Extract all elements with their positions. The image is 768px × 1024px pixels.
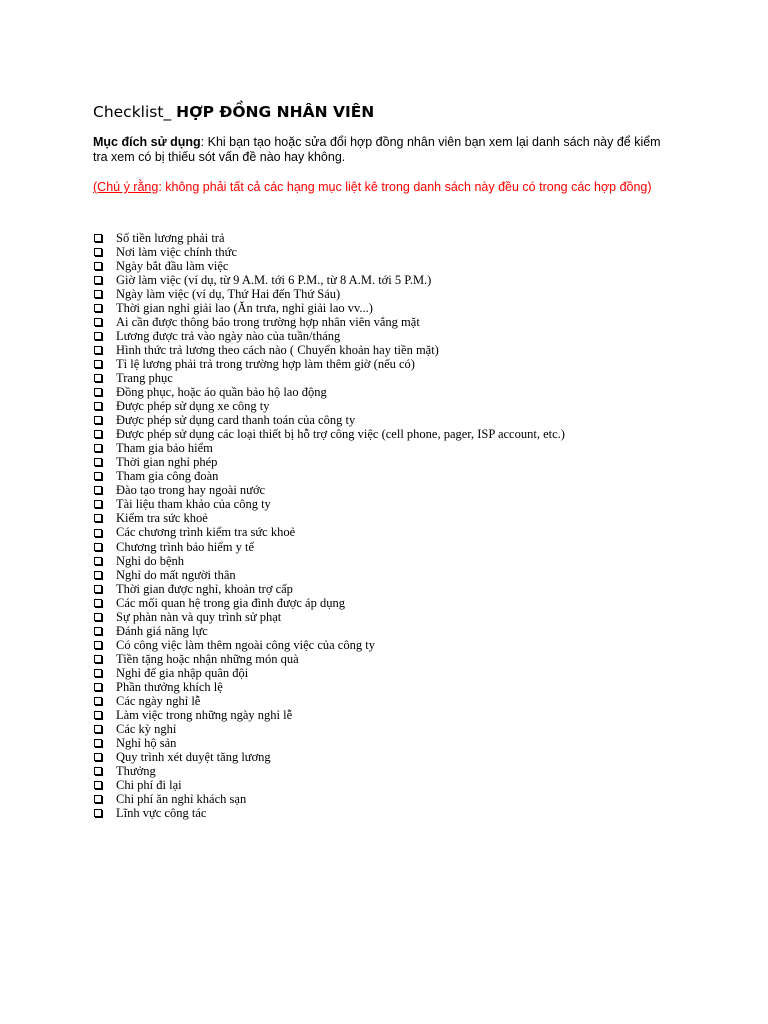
checklist-item-label: Được phép sử dụng xe công ty bbox=[116, 399, 270, 414]
checklist-item bbox=[93, 357, 673, 371]
checklist-item bbox=[93, 511, 673, 525]
checklist-item-label: Các mối quan hệ trong gia đình được áp dụng bbox=[116, 595, 345, 610]
purpose-text: : Khi bạn tạo hoặc sửa đổi hợp đồng nhân viên bạn xem lại danh sách này để kiểm tra xem có bị thiếu sót vấn đề nào hay không. bbox=[93, 135, 661, 164]
checklist-item bbox=[93, 413, 673, 427]
checklist-item bbox=[93, 596, 673, 610]
checklist-item bbox=[93, 750, 673, 764]
checklist-item bbox=[93, 806, 673, 820]
checklist-item bbox=[93, 736, 673, 750]
checklist-item bbox=[93, 694, 673, 708]
checklist-item bbox=[93, 259, 673, 273]
checklist-item-label: Nghỉ do mất người thân bbox=[116, 567, 236, 582]
checklist-item-label: Tham gia công đoàn bbox=[116, 469, 219, 484]
checkbox-square-icon bbox=[94, 430, 102, 438]
checklist-item-label: Sự phàn nàn và quy trình sử phạt bbox=[116, 609, 282, 624]
checklist-item bbox=[93, 497, 673, 511]
checklist-item bbox=[93, 540, 673, 554]
checkbox-square-icon bbox=[94, 795, 102, 803]
checkbox-square-icon bbox=[94, 599, 102, 607]
checkbox-square-icon bbox=[94, 374, 102, 382]
checkbox-square-icon bbox=[94, 585, 102, 593]
checklist-item bbox=[93, 329, 673, 343]
note-label: (Chú ý rằng bbox=[93, 180, 159, 194]
checklist-item-label: Kiểm tra sức khoẻ bbox=[116, 511, 208, 526]
checkbox-square-icon bbox=[94, 655, 102, 663]
checklist-item-label: Nghỉ để gia nhập quân đội bbox=[116, 665, 249, 680]
checklist-item-label: Hình thức trả lương theo cách nào ( Chuyển khoản hay tiền mặt) bbox=[116, 342, 439, 357]
checklist-item-label: Số tiền lương phải trả bbox=[116, 230, 225, 245]
checkbox-square-icon bbox=[94, 318, 102, 326]
checkbox-square-icon bbox=[94, 683, 102, 691]
checkbox-square-icon bbox=[94, 781, 102, 789]
checkbox-square-icon bbox=[94, 697, 102, 705]
checklist-item-label: Tham gia bảo hiểm bbox=[116, 441, 213, 456]
checklist-item bbox=[93, 722, 673, 736]
checkbox-square-icon bbox=[94, 543, 102, 551]
checkbox-square-icon bbox=[94, 514, 102, 522]
checklist-item-label: Phần thưởng khích lệ bbox=[116, 680, 223, 694]
checklist-item bbox=[93, 666, 673, 680]
checklist-item bbox=[93, 582, 673, 596]
checkbox-square-icon bbox=[94, 332, 102, 340]
checklist-item-label: Các chương trình kiểm tra sức khoẻ bbox=[116, 525, 296, 540]
checklist-item bbox=[93, 624, 673, 638]
checklist-item-label: Các kỳ nghỉ bbox=[116, 722, 177, 737]
checklist-item bbox=[93, 301, 673, 315]
checklist-item-label: Trang phục bbox=[116, 370, 173, 385]
note-paragraph bbox=[93, 180, 673, 195]
checkbox-square-icon bbox=[94, 627, 102, 635]
checkbox-square-icon bbox=[94, 346, 102, 354]
checklist-item bbox=[93, 764, 673, 778]
checkbox-square-icon bbox=[94, 486, 102, 494]
checklist-item-label: Đồng phục, hoặc áo quần bảo hộ lao động bbox=[116, 385, 327, 400]
checkbox-square-icon bbox=[94, 248, 102, 256]
checkbox-square-icon bbox=[94, 529, 102, 537]
checklist-item bbox=[93, 708, 673, 722]
checkbox-square-icon bbox=[94, 725, 102, 733]
checkbox-square-icon bbox=[94, 571, 102, 579]
checkbox-square-icon bbox=[94, 458, 102, 466]
checklist-item-label: Tỉ lệ lương phải trả trong trường hợp làm thêm giờ (nếu có) bbox=[116, 356, 415, 371]
checklist-item-label: Chương trình bảo hiểm y tế bbox=[116, 539, 255, 554]
checklist-item-label: Thưởng bbox=[116, 764, 156, 779]
purpose-paragraph bbox=[93, 135, 673, 165]
checklist-item-label: Lương được trả vào ngày nào của tuần/tháng bbox=[116, 328, 341, 343]
checklist-item-label: Được phép sử dụng các loại thiết bị hỗ trợ công việc (cell phone, pager, ISP account, etc.) bbox=[116, 427, 565, 442]
checkbox-square-icon bbox=[94, 276, 102, 284]
checklist-item bbox=[93, 231, 673, 245]
checklist-item bbox=[93, 638, 673, 652]
checklist-item-label: Nơi làm việc chính thức bbox=[116, 244, 237, 259]
checklist-item bbox=[93, 343, 673, 357]
checklist-item-label: Chi phí đi lại bbox=[116, 778, 182, 793]
checkbox-square-icon bbox=[94, 360, 102, 368]
checkbox-square-icon bbox=[94, 262, 102, 270]
checklist-item bbox=[93, 371, 673, 385]
checklist-item-label: Quy trình xét duyệt tăng lương bbox=[116, 750, 271, 765]
checklist-item bbox=[93, 385, 673, 399]
checkbox-square-icon bbox=[94, 753, 102, 761]
checklist-item bbox=[93, 568, 673, 582]
checklist-item bbox=[93, 778, 673, 792]
checklist-item-label: Nghỉ hộ sản bbox=[116, 736, 177, 751]
checklist-item-label: Được phép sử dụng card thanh toán của công ty bbox=[116, 413, 356, 428]
checklist-item-label: Ai cần được thông báo trong trường hợp nhân viên vắng mặt bbox=[116, 314, 420, 329]
checklist-item bbox=[93, 455, 673, 469]
checklist-item-label: Tài liệu tham khảo của công ty bbox=[116, 497, 271, 512]
checklist-item-label: Đào tạo trong hay ngoài nước bbox=[116, 483, 266, 498]
checkbox-square-icon bbox=[94, 290, 102, 298]
checklist-item bbox=[93, 792, 673, 806]
checklist-item bbox=[93, 525, 673, 539]
checkbox-square-icon bbox=[94, 500, 102, 508]
checkbox-square-icon bbox=[94, 613, 102, 621]
checkbox-square-icon bbox=[94, 444, 102, 452]
document-page bbox=[93, 102, 673, 820]
checklist-item bbox=[93, 315, 673, 329]
checklist-item bbox=[93, 287, 673, 301]
checklist-item-label: Nghỉ do bệnh bbox=[116, 553, 185, 568]
checklist-item-label: Thời gian nghỉ giải lao (Ăn trưa, nghỉ giải lao vv...) bbox=[116, 300, 373, 315]
checklist-item bbox=[93, 245, 673, 259]
checkbox-square-icon bbox=[94, 557, 102, 565]
checkbox-square-icon bbox=[94, 234, 102, 242]
checkbox-square-icon bbox=[94, 388, 102, 396]
checkbox-square-icon bbox=[94, 416, 102, 424]
checkbox-square-icon bbox=[94, 304, 102, 312]
checklist-item-label: Làm việc trong những ngày nghỉ lễ bbox=[116, 708, 293, 723]
note-text: : không phải tất cả các hạng mục liệt kê trong danh sách này đều có trong các hợp đồng) bbox=[158, 180, 652, 194]
checklist-item-label: Đánh giá năng lực bbox=[116, 623, 208, 638]
checklist-item-label: Lĩnh vực công tác bbox=[116, 806, 207, 821]
title-main: HỢP ĐỒNG NHÂN VIÊN bbox=[176, 103, 375, 121]
page-title bbox=[93, 102, 673, 122]
checklist-item-label: Các ngày nghỉ lễ bbox=[116, 694, 201, 709]
checklist-item-label: Giờ làm việc (ví dụ, từ 9 A.M. tới 6 P.M., từ 8 A.M. tới 5 P.M.) bbox=[116, 272, 432, 287]
checklist-item bbox=[93, 441, 673, 455]
checklist-item bbox=[93, 399, 673, 413]
checklist-item bbox=[93, 483, 673, 497]
checklist-item bbox=[93, 554, 673, 568]
checkbox-square-icon bbox=[94, 711, 102, 719]
checkbox-square-icon bbox=[94, 641, 102, 649]
checkbox-square-icon bbox=[94, 669, 102, 677]
checklist-item-label: Ngày bắt đầu làm việc bbox=[116, 258, 229, 273]
checklist-item bbox=[93, 469, 673, 483]
checkbox-square-icon bbox=[94, 809, 102, 817]
checkbox-square-icon bbox=[94, 767, 102, 775]
checklist-item-label: Tiền tặng hoặc nhận những món quà bbox=[116, 651, 299, 666]
checklist-item bbox=[93, 273, 673, 287]
checklist-item-label: Có công việc làm thêm ngoài công việc của công ty bbox=[116, 637, 375, 652]
checkbox-square-icon bbox=[94, 739, 102, 747]
checkbox-square-icon bbox=[94, 472, 102, 480]
title-prefix: Checklist_ bbox=[93, 103, 177, 121]
checklist-item bbox=[93, 680, 673, 694]
checklist-item bbox=[93, 652, 673, 666]
checklist-item-label: Ngày làm việc (ví dụ, Thứ Hai đến Thứ Sáu) bbox=[116, 286, 341, 301]
checklist-item-label: Thời gian nghỉ phép bbox=[116, 455, 218, 470]
purpose-label: Mục đích sử dụng bbox=[93, 135, 201, 149]
checklist-item-label: Chi phí ăn nghỉ khách sạn bbox=[116, 792, 247, 807]
checklist-item bbox=[93, 610, 673, 624]
checkbox-square-icon bbox=[94, 402, 102, 410]
checklist-item-label: Thời gian được nghỉ, khoản trợ cấp bbox=[116, 581, 293, 596]
checklist-item bbox=[93, 427, 673, 441]
checklist bbox=[93, 231, 673, 821]
